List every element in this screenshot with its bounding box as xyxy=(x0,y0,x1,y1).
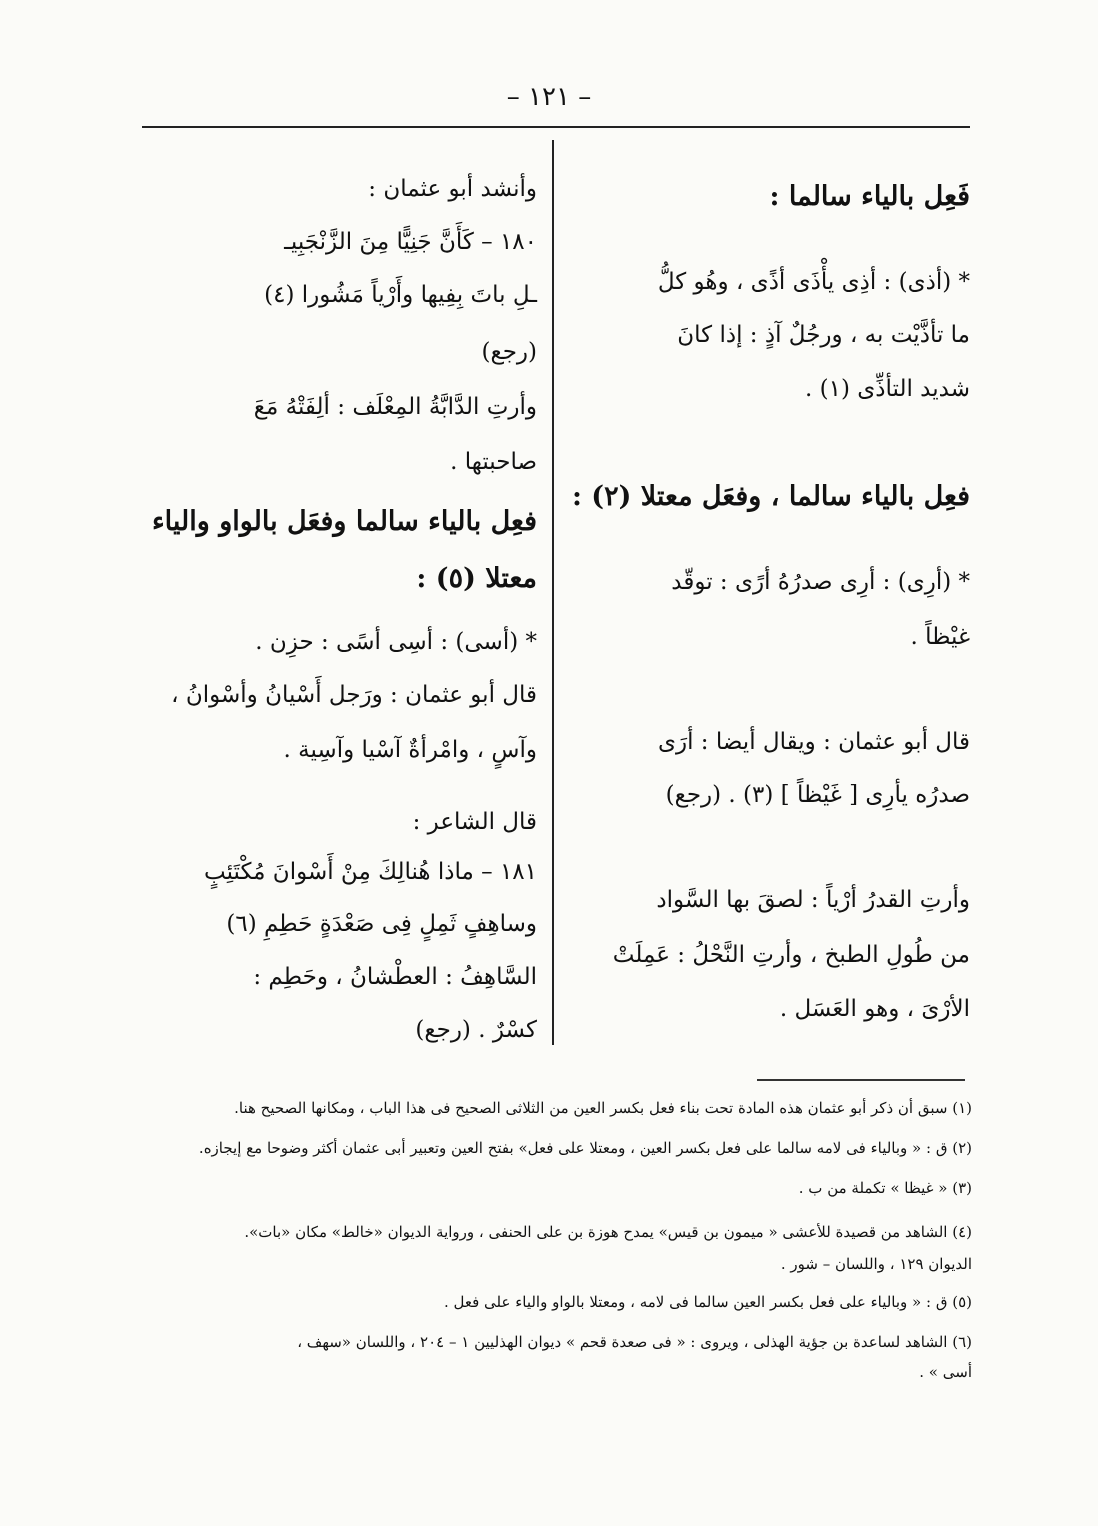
page-number: – ١٢١ – xyxy=(506,82,592,112)
left-col-line-4: (رجع) xyxy=(481,339,537,365)
left-col-line-2: ١٨٠ – كَأَنَّ جَنِيًّا مِنَ الزَّنْجَبِيـ xyxy=(284,229,537,255)
left-col-line-3: ـلِ باتَ بِفِيها وأَرْياً مَشُورا (٤) xyxy=(264,282,537,308)
column-divider xyxy=(552,140,554,1045)
right-col-line-9: صدرُه يأرِى [ غَيْظاً ] (٣) . (رجع) xyxy=(665,782,970,808)
left-col-line-1: وأنشد أبو عثمان : xyxy=(368,176,537,202)
left-col-line-5: وأرتِ الدَّابَّةُ المِعْلَف : ألِفَتْهُ مَعَ xyxy=(253,394,537,420)
right-col-line-3: ما تأذَّيْت به ، ورجُلٌ آذٍ : إذا كانَ xyxy=(677,322,970,348)
footnote-line-7: (٦) الشاهد لساعدة بن جؤية الهذلى ، ويروى : « فى صعدة قحم » ديوان الهذليين ١ – ٢٠٤ ، واللسان «سهف ، xyxy=(297,1333,972,1351)
right-col-line-1: فَعِل بالياء سالما : xyxy=(769,181,970,212)
right-col-line-6: * (أرِى) : أرِى صدرُهُ أرًى : توقّد xyxy=(671,569,970,595)
left-col-line-6: صاحبتها . xyxy=(450,449,537,475)
right-col-line-2: * (أذى) : أذِى يأْذَى أذًى ، وهُو كلُّ xyxy=(657,269,970,295)
right-col-line-8: قال أبو عثمان : ويقال أيضا : أرَى xyxy=(657,729,970,755)
footnote-line-6: (٥) ق : « وبالياء على فعل بكسر العين سالما فى لامه ، ومعتلا بالواو والياء على فعل . xyxy=(443,1293,972,1311)
left-col-line-10: قال أبو عثمان : ورَجل أَسْيانُ وأسْوانُ ، xyxy=(171,682,537,708)
right-col-line-12: الأرْىَ ، وهو العَسَل . xyxy=(779,996,970,1022)
footnote-line-2: (٢) ق : « وبالياء فى لامه سالما على فعل بكسر العين ، ومعتلا على فعل» بفتح العين وتعبير أبى عثمان أكثر وضوحا مع إيجازه. xyxy=(198,1139,972,1157)
left-col-line-12: قال الشاعر : xyxy=(412,809,537,835)
left-col-line-8: معتلا (٥) : xyxy=(416,563,537,594)
left-col-line-15: السَّاهِفُ : العطْشانُ ، وحَطِم : xyxy=(253,964,537,990)
left-col-line-16: كسْرٌ . (رجع) xyxy=(415,1017,537,1043)
left-col-line-14: وساهِفٍ ثَمِلٍ فِى صَعْدَةٍ حَطِمِ (٦) xyxy=(226,911,537,937)
footnote-line-5: الديوان ١٢٩ ، واللسان – شور . xyxy=(780,1255,972,1273)
left-col-line-13: ١٨١ – ماذا هُنالِكَ مِنْ أَسْوانَ مُكْتَئِبٍ xyxy=(204,859,537,885)
footnote-line-3: (٣) « غيظا » تكملة من ب . xyxy=(798,1179,972,1197)
left-col-line-9: * (أسى) : أسِى أسًى : حزِن . xyxy=(255,629,537,655)
footnote-line-4: (٤) الشاهد من قصيدة للأعشى « ميمون بن قيس» يمدح هوزة بن على الحنفى ، ورواية الديوان «خالط» مكان «بات». xyxy=(244,1223,972,1241)
footnote-rule xyxy=(757,1079,965,1081)
left-col-line-11: وآسٍ ، وامْرأةٌ آسْيا وآسِية . xyxy=(283,737,537,763)
footnote-line-8: أسى » . xyxy=(919,1363,972,1381)
footnote-line-1: (١) سبق أن ذكر أبو عثمان هذه المادة تحت بناء فعل بكسر العين من الثلاثى الصحيح فى هذا الباب ، ومكانها الصحيح هنا. xyxy=(234,1099,972,1117)
right-col-line-10: وأرتِ القدرُ أرْياً : لصقَ بها السَّواد xyxy=(656,887,970,913)
right-col-line-5: فعِل بالياء سالما ، وفعَل معتلا (٢) : xyxy=(571,481,970,512)
right-col-line-4: شديد التأذِّى (١) . xyxy=(805,376,970,402)
header-rule xyxy=(142,126,970,128)
right-col-line-7: غيْظاً . xyxy=(910,624,970,650)
left-col-line-7: فعِل بالياء سالما وفعَل بالواو والياء xyxy=(151,506,537,537)
right-col-line-11: من طُولِ الطبخ ، وأرتِ النَّحْلُ : عَمِلَتْ xyxy=(612,942,970,968)
